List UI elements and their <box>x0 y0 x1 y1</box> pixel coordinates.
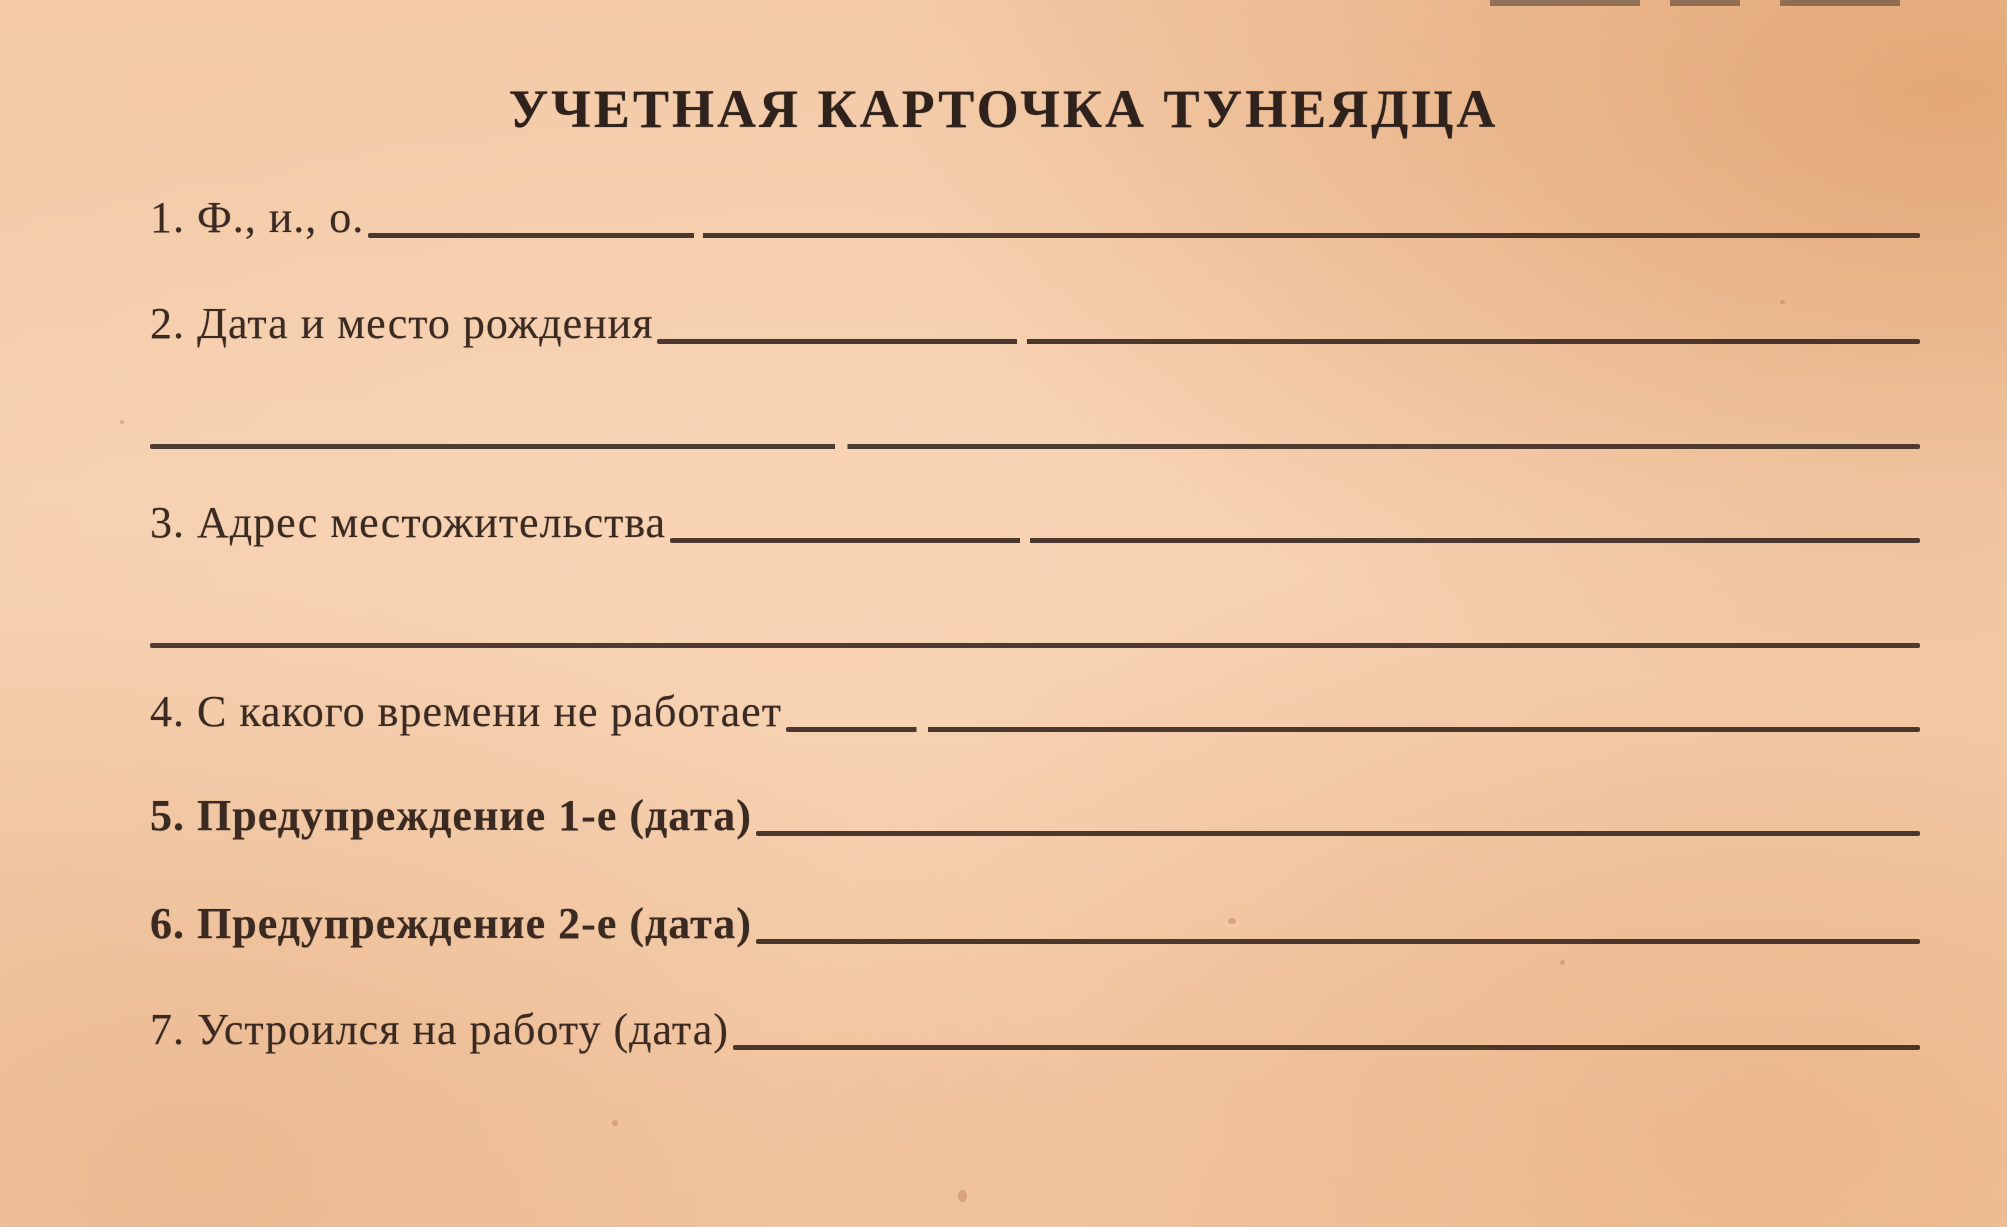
residence-address-blank-line[interactable] <box>670 538 1920 543</box>
paper-speck <box>1560 960 1565 965</box>
birth-date-place-continuation-line[interactable] <box>150 444 1920 449</box>
field-row-first-warning <box>150 791 1920 840</box>
second-warning-blank-line[interactable] <box>756 939 1920 944</box>
field-label-residence-address: 3. Адрес местожительства <box>150 498 667 547</box>
field-label-full-name: 1. Ф., и., о. <box>150 193 365 242</box>
field-row-full-name <box>150 193 1920 242</box>
paper-speck <box>958 1190 967 1202</box>
paper-speck <box>1780 300 1785 304</box>
employed-blank-line[interactable] <box>733 1045 1920 1050</box>
paper-speck <box>120 420 124 424</box>
field-row-second-warning <box>150 899 1920 948</box>
field-row-residence-address <box>150 498 1920 547</box>
field-row-unemployed-since <box>150 687 1920 736</box>
cut-off-header-text <box>1490 0 1910 6</box>
field-label-birth-date-place: 2. Дата и место рождения <box>150 299 654 348</box>
first-warning-blank-line[interactable] <box>756 831 1920 836</box>
field-label-unemployed-since: 4. С какого времени не работает <box>150 687 782 736</box>
paper-speck <box>612 1120 618 1126</box>
paper-speck <box>1228 918 1236 924</box>
field-row-employed <box>150 1005 1920 1054</box>
field-row-birth-date-place <box>150 299 1920 348</box>
card-title: УЧЕТНАЯ КАРТОЧКА ТУНЕЯДЦА <box>508 79 1499 139</box>
full-name-blank-line[interactable] <box>368 233 1920 238</box>
unemployed-since-blank-line[interactable] <box>786 727 1920 732</box>
birth-date-place-blank-line[interactable] <box>657 339 1920 344</box>
field-label-employed: 7. Устроился на работу (дата) <box>150 1005 729 1054</box>
field-label-first-warning: 5. Предупреждение 1-е (дата) <box>150 791 752 840</box>
residence-address-continuation-line[interactable] <box>150 643 1920 648</box>
field-label-second-warning: 6. Предупреждение 2-е (дата) <box>150 899 752 948</box>
